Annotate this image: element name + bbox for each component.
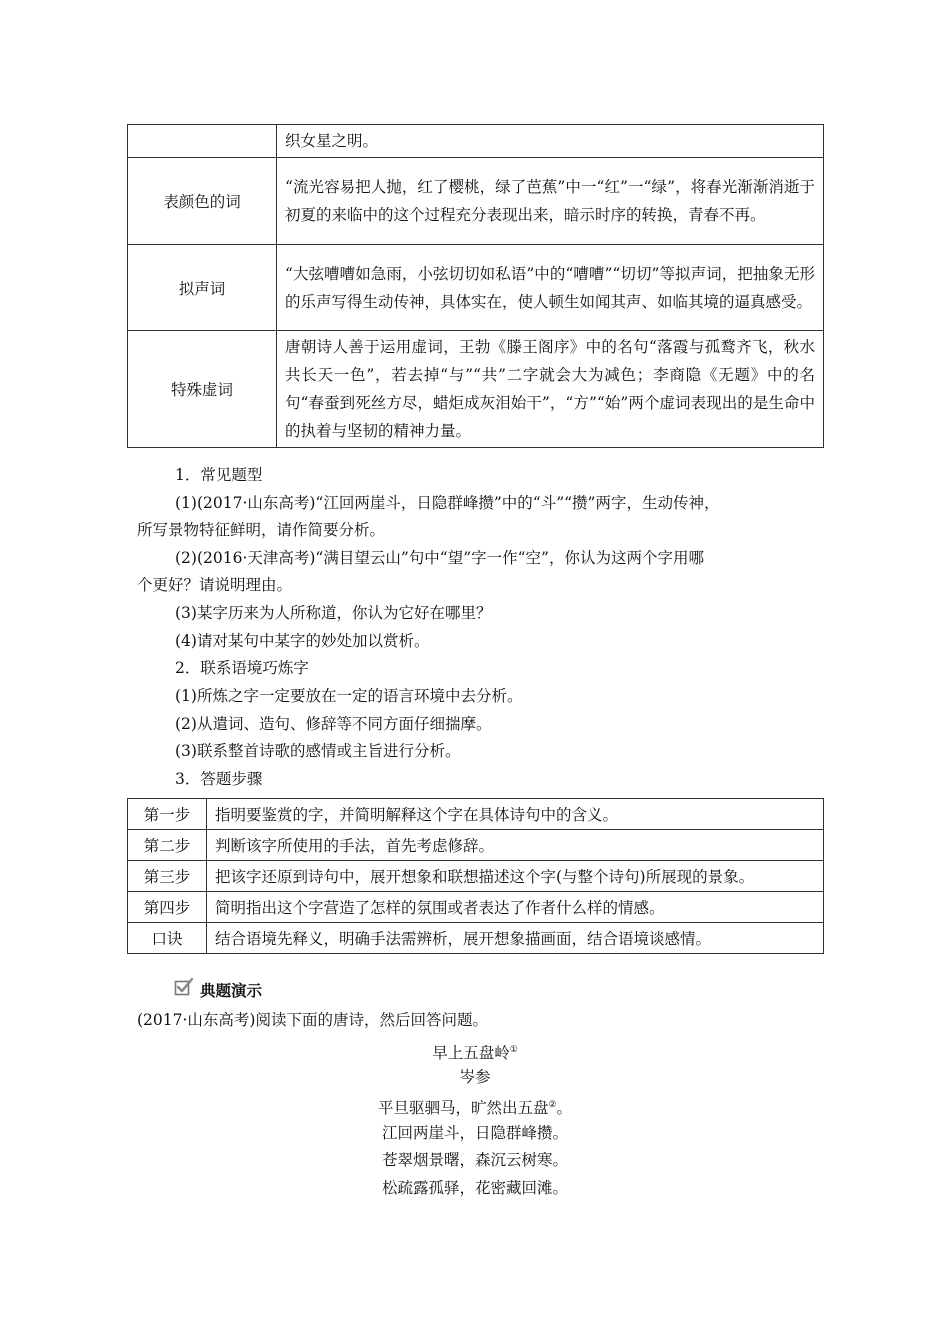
step-text: 判断该字所使用的手法，首先考虑修辞。 [207, 830, 824, 861]
footnote-marker: ① [509, 1045, 518, 1055]
poem-title: 早上五盘岭① [432, 1044, 518, 1063]
step-label: 口诀 [128, 923, 207, 954]
poem-line-4: 松疏露孤驿，花密藏回滩。 [381, 1179, 568, 1197]
question-2-line-2: 个更好？请说明理由。 [137, 576, 293, 594]
footnote-marker: ② [548, 1100, 557, 1110]
step-label: 第三步 [128, 861, 207, 892]
question-2-line-1: (2)(2016·天津高考)“满目望云山”句中“望”字一作“空”，你认为这两个字用哪 [175, 549, 704, 567]
step-label: 第四步 [128, 892, 207, 923]
step-label: 第二步 [128, 830, 207, 861]
step-label: 第一步 [128, 799, 207, 830]
section-heading-context: 2．联系语境巧炼字 [175, 659, 309, 677]
table-row [128, 861, 824, 892]
row-label: 特殊虚词 [128, 331, 277, 448]
context-point-3: (3)联系整首诗歌的感情或主旨进行分析。 [175, 742, 461, 760]
answer-steps-table [127, 798, 824, 954]
step-text: 简明指出这个字营造了怎样的氛围或者表达了作者什么样的情感。 [207, 892, 824, 923]
checkbox-check-icon [174, 977, 194, 997]
table-row [128, 158, 824, 245]
question-1-line-2: 所写景物特征鲜明，请作简要分析。 [137, 521, 386, 539]
question-4: (4)请对某句中某字的妙处加以赏析。 [175, 632, 430, 650]
context-point-2: (2)从遣词、造句、修辞等不同方面仔细揣摩。 [175, 715, 492, 733]
table-row [128, 892, 824, 923]
row-label: 拟声词 [128, 245, 277, 331]
table-row [128, 923, 824, 954]
poem-line-3: 苍翠烟景曙，森沉云树寒。 [381, 1151, 568, 1169]
question-1-line-1: (1)(2017·山东高考)“江回两崖斗，日隐群峰攒”中的“斗”“攒”两字，生动传神， [175, 494, 720, 512]
row-text: “流光容易把人抛，红了樱桃，绿了芭蕉”中一“红”一“绿”，将春光渐渐消逝于初夏的来临中的这个过程充分表现出来，暗示时序的转换，青春不再。 [277, 158, 824, 245]
poem-line-1: 平旦驱驷马，旷然出五盘②。 [377, 1099, 573, 1118]
table-row [128, 799, 824, 830]
demo-intro: (2017·山东高考)阅读下面的唐诗，然后回答问题。 [137, 1011, 488, 1029]
row-text: 织女星之明。 [277, 125, 824, 158]
row-text: 唐朝诗人善于运用虚词，王勃《滕王阁序》中的名句“落霞与孤鹜齐飞，秋水共长天一色”，若去掉“与”“共”二字就会大为减色；李商隐《无题》中的名句“春蚕到死丝方尽，蜡炬成灰泪始干”，“方”“始”两个虚词表现出的是生命中的执着与坚韧的精神力量。 [277, 331, 824, 448]
question-3: (3)某字历来为人所称道，你认为它好在哪里？ [175, 604, 492, 622]
step-text: 指明要鉴赏的字，并简明解释这个字在具体诗句中的含义。 [207, 799, 824, 830]
poem-author: 岑参 [459, 1068, 491, 1086]
table-row [128, 331, 824, 448]
step-text: 把该字还原到诗句中，展开想象和联想描述这个字(与整个诗句)所展现的景象。 [207, 861, 824, 892]
row-label: 表颜色的词 [128, 158, 277, 245]
step-text: 结合语境先释义，明确手法需辨析，展开想象描画面，结合语境谈感情。 [207, 923, 824, 954]
word-type-table [127, 124, 824, 448]
table-row [128, 830, 824, 861]
section-heading-common-types: 1．常见题型 [175, 466, 263, 484]
poem-line-2: 江回两崖斗，日隐群峰攒。 [381, 1124, 568, 1142]
row-label [128, 125, 277, 158]
section-heading-steps: 3．答题步骤 [175, 770, 263, 788]
row-text: “大弦嘈嘈如急雨，小弦切切如私语”中的“嘈嘈”“切切”等拟声词，把抽象无形的乐声写得生动传神，具体实在，使人顿生如闻其声、如临其境的逼真感受。 [277, 245, 824, 331]
table-row [128, 125, 824, 158]
demo-title: 典题演示 [200, 981, 263, 1000]
table-row [128, 245, 824, 331]
context-point-1: (1)所炼之字一定要放在一定的语言环境中去分析。 [175, 687, 523, 705]
